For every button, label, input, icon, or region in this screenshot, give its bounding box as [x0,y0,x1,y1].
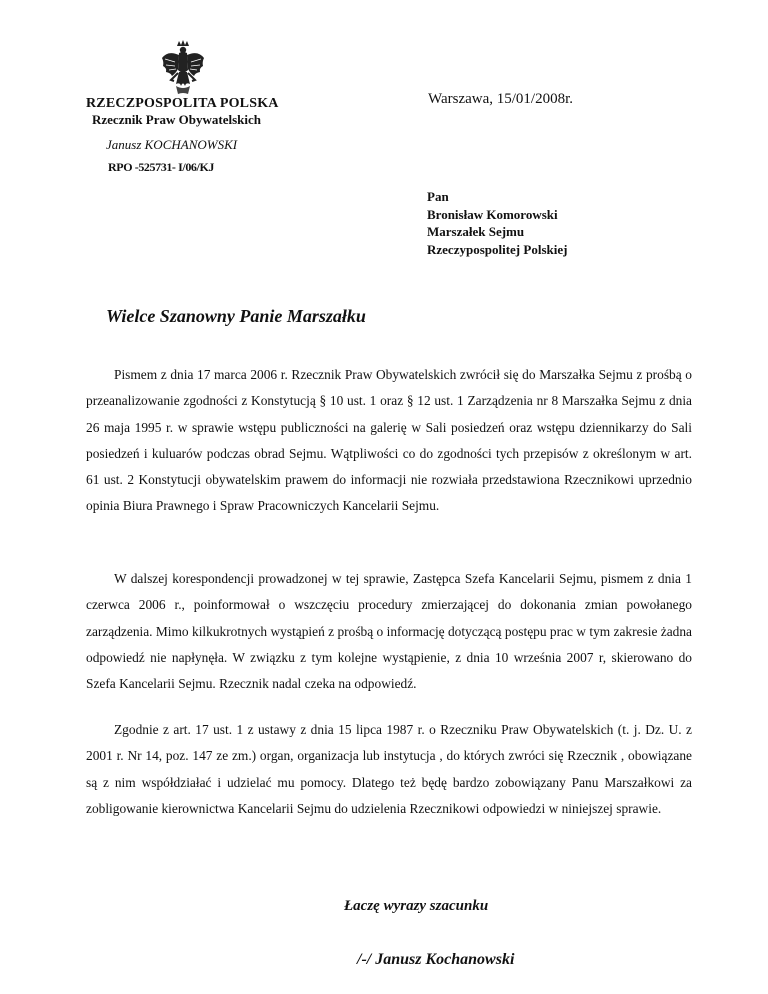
paragraph-text: W dalszej korespondencji prowadzonej w tej sprawie, Zastępca Szefa Kancelarii Sejmu, pismem z dnia 1 czerwca 2006 r., poinformował o wszczęciu procedury zmierzającej do dokonania zmian powołanego zarządzenia. Mimo kilkukrotnych wystąpień z prośbą o informację dotyczącą postępu prac w tym zakresie żadna odpowiedź nie napłynęła. W związku z tym kolejne wystąpienie, z dnia 10 września 2007 r, skierowano do Szefa Kancelarii Sejmu. Rzecznik nadal czeka na odpowiedź. [86,571,692,692]
signature: /-/ Janusz Kochanowski [357,951,515,968]
salutation: Wielce Szanowny Panie Marszałku [106,306,366,326]
paragraph-text: Zgodnie z art. 17 ust. 1 z ustawy z dnia 15 lipca 1987 r. o Rzeczniku Praw Obywatelskich (t. j. Dz. U. z 2001 r. Nr 14, poz. 147 ze zm.) organ, organizacja lub instytucja , do których zwróci się Rzecznik , obowiązane są z nim współdziałać i udzielać mu pomocy. Dlatego też będę bardzo zobowiązany Panu Marszałkowi za zobligowanie kierownictwa Kancelarii Sejmu do udzielenia Rzecznikowi odpowiedzi w niniejszej sprawie. [86,722,692,816]
recipient-name: Bronisław Komorowski [427,206,558,222]
letter-paragraph-3 [86,717,692,822]
organization-name: RZECZPOSPOLITA POLSKA [86,96,279,111]
date-line: Warszawa, 15/01/2008r. [428,91,574,107]
recipient-block [427,188,567,258]
letter-paragraph-1 [86,362,692,520]
recipient-title: Pan [427,189,449,204]
reference-number: RPO -525731- I/06/KJ [108,160,214,174]
closing-line: Łaczę wyrazy szacunku [344,898,489,914]
recipient-position: Marszałek Sejmu [427,224,525,239]
recipient-country: Rzeczypospolitej Polskiej [427,241,568,257]
polish-eagle-emblem-icon [160,40,206,96]
paragraph-text: Pismem z dnia 17 marca 2006 r. Rzecznik Praw Obywatelskich zwrócił się do Marszałka Sejmu z prośbą o przeanalizowanie zgodności z Konstytucją § 10 ust. 1 oraz § 12 ust. 1 Zarządzenia nr 8 Marszałka Sejmu z dnia 26 maja 1995 r. w sprawie wstępu publiczności na galerię w Sali posiedzeń oraz wstępu dziennikarzy do Sali posiedzeń i kuluarów podczas obrad Sejmu. Wątpliwości co do zgodności tych przepisów z określonym w art. 61 ust. 2 Konstytucji obywatelskim prawem do informacji nie rozwiała przedstawiona Rzecznikowi uprzednio opinia Biura Prawnego i Spraw Pracowniczych Kancelarii Sejmu. [86,367,692,514]
ombudsman-name: Janusz KOCHANOWSKI [106,137,238,152]
office-name: Rzecznik Praw Obywatelskich [92,112,261,127]
letter-paragraph-2 [86,566,692,697]
